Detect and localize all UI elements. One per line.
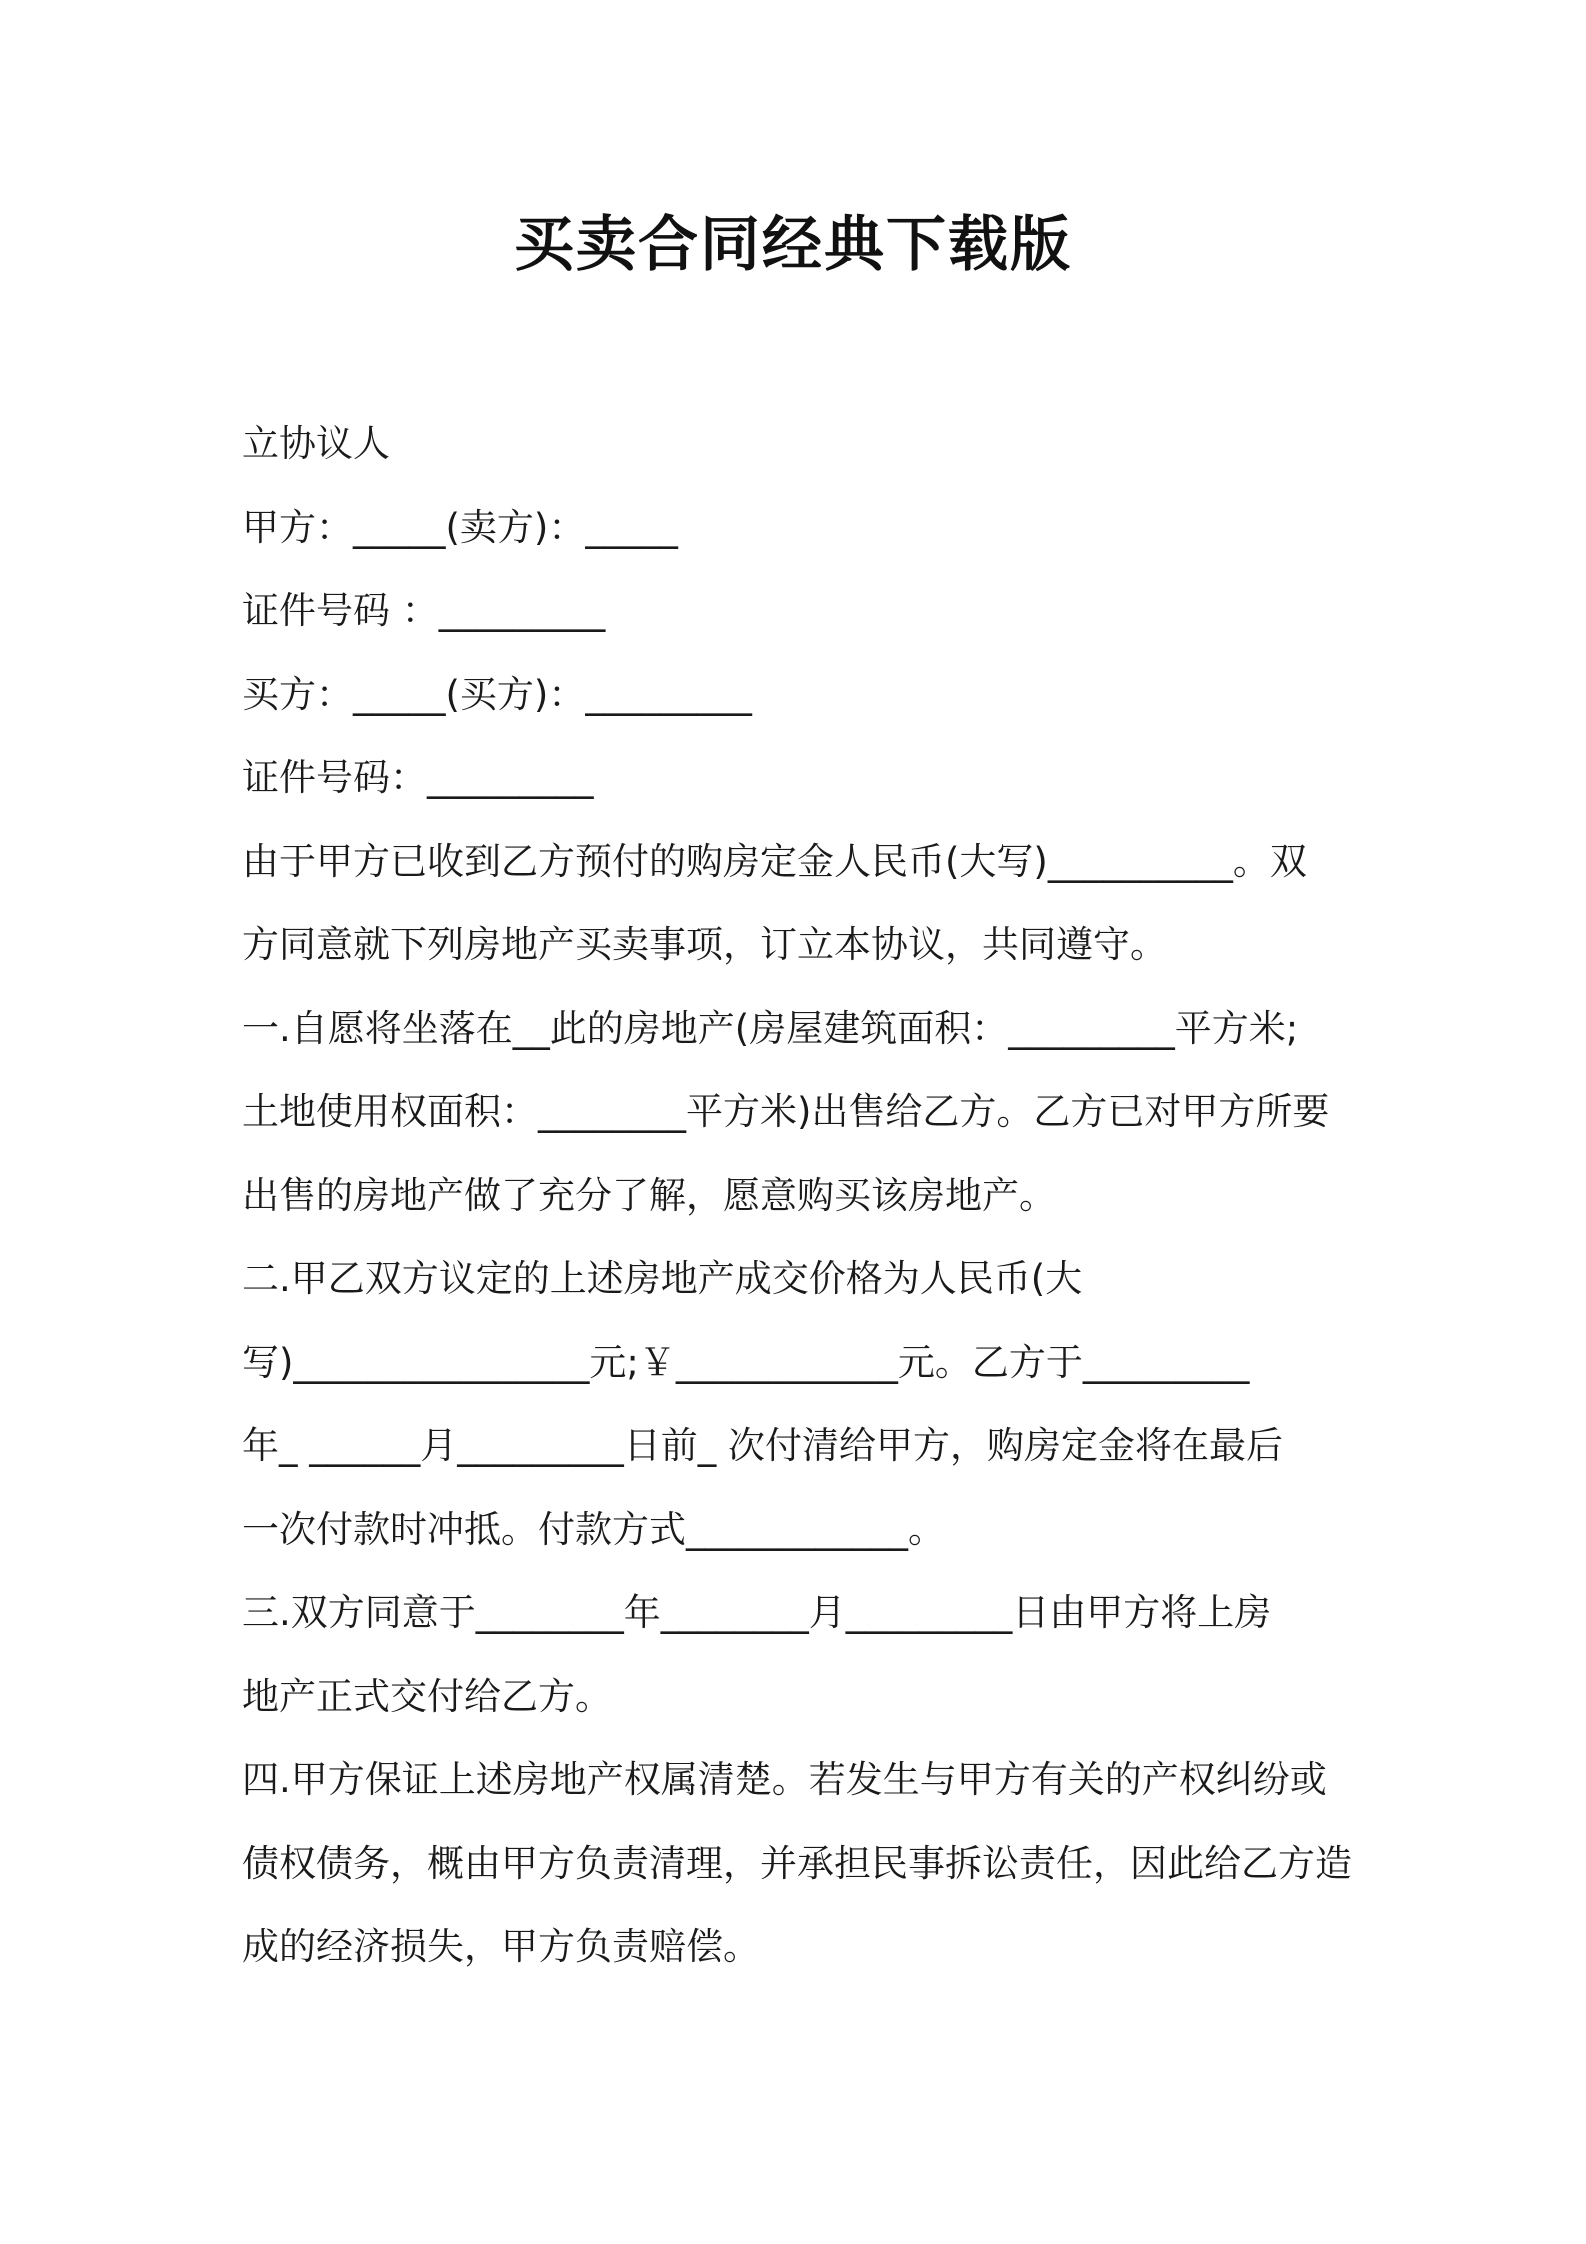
text-line: 出售的房地产做了充分了解，愿意购买该房地产。 <box>242 1173 1056 1217</box>
text-line: 证件号码 ：_________ <box>242 589 606 632</box>
text-line: 甲方：_____(卖方)：_____ <box>242 505 678 549</box>
text-line: 土地使用权面积：________平方米)出售给乙方。乙方已对甲方所要 <box>242 1090 1330 1133</box>
text-line: 二.甲乙双方议定的上述房地产成交价格为人民币(大 <box>242 1257 1083 1300</box>
text-line: 一次付款时冲抵。付款方式____________。 <box>242 1507 945 1551</box>
text-line: 证件号码：_________ <box>242 756 594 799</box>
text-line: 立协议人 <box>242 422 390 465</box>
text-line: 由于甲方已收到乙方预付的购房定金人民币(大写)__________。双 <box>242 839 1307 883</box>
text-line: 债权债务，概由甲方负责清理，并承担民事拆讼责任，因此给乙方造 <box>242 1841 1352 1885</box>
text-line: 一.自愿将坐落在__此的房地产(房屋建筑面积：_________平方米; <box>242 1006 1299 1050</box>
text-line: 地产正式交付给乙方。 <box>242 1674 612 1718</box>
text-line: 方同意就下列房地产买卖事项，订立本协议，共同遵守。 <box>242 923 1167 966</box>
text-line: 三.双方同意于________年________月_________日由甲方将上房 <box>242 1591 1272 1634</box>
text-line: 买方：_____(买方)：_________ <box>242 672 752 716</box>
document-title: 买卖合同经典下载版 <box>514 210 1072 280</box>
document-body <box>242 402 1362 1989</box>
text-line: 成的经济损失，甲方负责赔偿。 <box>242 1925 760 1968</box>
text-line: 年_ ______月_________日前_ 次付清给甲方，购房定金将在最后 <box>242 1424 1284 1467</box>
text-line: 写)________________元;￥____________元。乙方于_________ <box>242 1340 1250 1384</box>
text-line: 四.甲方保证上述房地产权属清楚。若发生与甲方有关的产权纠纷或 <box>242 1758 1327 1801</box>
